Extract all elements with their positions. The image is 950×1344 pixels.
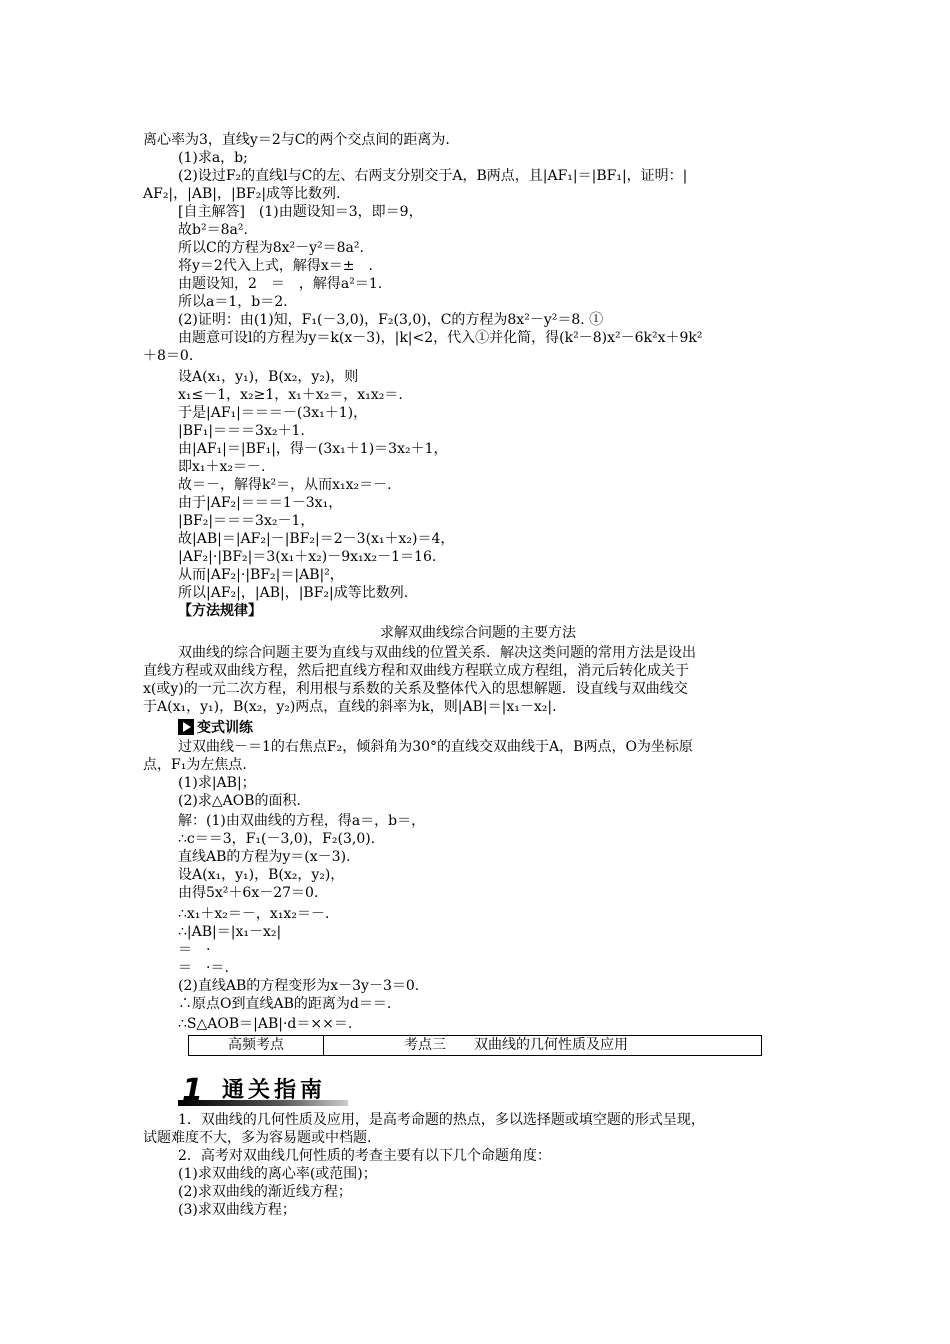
text-line: 故|AB|＝|AF₂|－|BF₂|＝2－3(x₁＋x₂)＝4， <box>178 531 455 547</box>
text-line: 双曲线的综合问题主要为直线与双曲线的位置关系．解决这类问题的常用方法是设出 <box>178 645 696 661</box>
text-line: 1．双曲线的几何性质及应用，是高考命题的热点，多以选择题或填空题的形式呈现， <box>178 1112 705 1128</box>
text-line: 将y＝2代入上式，解得x＝± . <box>178 258 373 274</box>
guide-title: 通关指南 <box>222 1078 327 1103</box>
text-line: 【方法规律】 <box>178 603 262 619</box>
text-line: 故b²＝8a². <box>178 222 248 238</box>
text-line: 设A(x₁，y₁)，B(x₂，y₂)， <box>178 867 345 883</box>
text-line: 即x₁＋x₂＝－. <box>178 459 266 475</box>
text-line: (1)求|AB|； <box>178 775 256 791</box>
table-cell-topic: 考点三 双曲线的几何性质及应用 <box>404 1037 628 1053</box>
text-line: (2)求双曲线的渐近线方程； <box>178 1184 352 1200</box>
text-line: ∴|AB|＝|x₁－x₂| <box>178 924 282 940</box>
text-line: 解：(1)由双曲线的方程，得a＝，b＝， <box>178 813 426 829</box>
text-line: 直线方程或双曲线方程，然后把直线方程和双曲线方程联立成方程组，消元后转化成关于 <box>143 663 689 679</box>
guide-heading <box>178 1073 348 1108</box>
text-line: |AF₂|·|BF₂|＝3(x₁＋x₂)－9x₁x₂－1＝16. <box>178 549 437 565</box>
banner-label: 变式训练 <box>197 720 253 736</box>
text-line: (2)证明：由(1)知，F₁(－3,0)，F₂(3,0)，C的方程为8x²－y²＝8. ① <box>178 312 604 328</box>
text-line: ∴c＝＝3，F₁(－3,0)，F₂(3,0). <box>178 831 376 847</box>
variant-training-banner <box>178 718 253 736</box>
text-line: 过双曲线－＝1的右焦点F₂，倾斜角为30°的直线交双曲线于A，B两点，O为坐标原 <box>178 739 693 755</box>
text-line: (2)求△AOB的面积. <box>178 793 301 809</box>
text-line: 于是|AF₁|＝＝＝－(3x₁＋1)， <box>178 405 368 421</box>
text-line: AF₂|，|AB|，|BF₂|成等比数列. <box>143 186 341 202</box>
text-line: ＋8＝0. <box>143 348 194 364</box>
text-line: 故＝－，解得k²＝，从而x₁x₂＝－. <box>178 477 392 493</box>
text-line: (2)直线AB的方程变形为x－3y－3＝0. <box>178 978 420 994</box>
text-line: (3)求双曲线方程； <box>178 1202 296 1218</box>
text-line: ＝ · <box>178 942 211 958</box>
text-line: 试题难度不大，多为容易题或中档题. <box>143 1130 372 1146</box>
text-line: 所以a＝1，b＝2. <box>178 294 288 310</box>
text-line: 点，F₁为左焦点. <box>143 757 247 773</box>
text-line: 设A(x₁，y₁)，B(x₂，y₂)，则 <box>178 369 359 385</box>
play-triangle-icon <box>178 719 194 735</box>
guide-number: 1 <box>182 1073 203 1108</box>
text-line: x(或y)的一元二次方程，利用根与系数的关系及整体代入的思想解题．设直线与双曲线交 <box>143 681 688 697</box>
text-line: 直线AB的方程为y＝(x－3). <box>178 849 351 865</box>
text-line: ∴x₁＋x₂＝－，x₁x₂＝－. <box>178 906 330 922</box>
text-line: 离心率为3，直线y＝2与C的两个交点间的距离为. <box>143 132 450 148</box>
text-line: (2)设过F₂的直线l与C的左、右两支分别交于A，B两点，且|AF₁|＝|BF₁|，证明：| <box>178 168 688 184</box>
text-line: ∴原点O到直线AB的距离为d＝＝. <box>178 996 392 1012</box>
text-line: 由题意可设l的方程为y＝k(x－3)，|k|<2，代入①并化简，得(k²－8)x²－6k²x＋9k² <box>178 330 703 346</box>
text-line: (1)求a，b; <box>178 150 248 166</box>
text-line: 所以|AF₂|，|AB|，|BF₂|成等比数列. <box>178 585 409 601</box>
table-cell-category: 高频考点 <box>189 1036 324 1055</box>
text-line: 由|AF₁|＝|BF₁|，得－(3x₁＋1)＝3x₂＋1， <box>178 441 448 457</box>
text-line: 于A(x₁，y₁)，B(x₂，y₂)两点，直线的斜率为k，则|AB|＝|x₁－x₂|. <box>143 699 557 715</box>
text-line: ∴S△AOB＝|AB|·d＝××＝. <box>178 1016 353 1032</box>
text-line: |BF₁|＝＝＝3x₂＋1. <box>178 423 305 439</box>
text-line: 求解双曲线综合问题的主要方法 <box>380 625 576 641</box>
text-line: |BF₂|＝＝＝3x₂－1， <box>178 513 315 529</box>
topic-table <box>188 1035 762 1056</box>
text-line: [自主解答] (1)由题设知＝3，即＝9， <box>178 204 423 220</box>
text-line: 由得5x²＋6x－27＝0. <box>178 885 319 901</box>
text-line: 所以C的方程为8x²－y²＝8a². <box>178 240 364 256</box>
text-line: 由题设知，2 ＝ ，解得a²＝1. <box>178 276 383 292</box>
text-line: ＝ ·＝. <box>178 960 229 976</box>
text-line: (1)求双曲线的离心率(或范围)； <box>178 1166 377 1182</box>
text-line: 由于|AF₂|＝＝＝1－3x₁， <box>178 495 343 511</box>
text-line: 从而|AF₂|·|BF₂|＝|AB|²， <box>178 567 344 583</box>
text-line: x₁≤－1，x₂≥1，x₁＋x₂＝，x₁x₂＝. <box>178 387 403 403</box>
text-line: 2．高考对双曲线几何性质的考查主要有以下几个命题角度： <box>178 1148 551 1164</box>
